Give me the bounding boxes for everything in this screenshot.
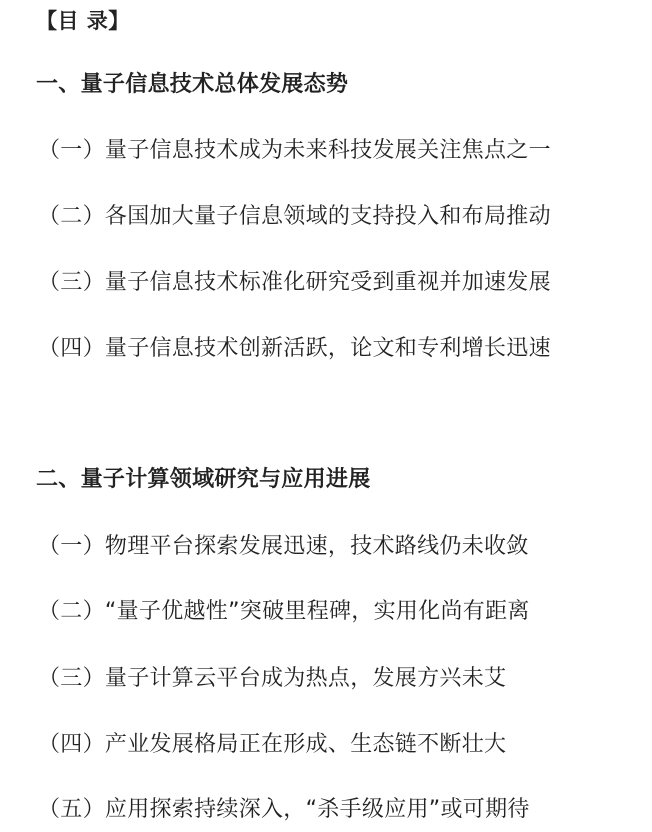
chapter-1-section-1: （一）量子信息技术成为未来科技发展关注焦点之一 [38, 138, 551, 163]
chapter-2-title: 二、量子计算领域研究与应用进展 [36, 467, 371, 492]
chapter-2-section-2: （二）“量子优越性”突破里程碑，实用化尚有距离 [38, 599, 530, 624]
chapter-1-section-2: （二）各国加大量子信息领域的支持投入和布局推动 [38, 204, 551, 229]
chapter-2-section-1: （一）物理平台探索发展迅速，技术路线仍未收敛 [38, 534, 529, 559]
chapter-1-section-4: （四）量子信息技术创新活跃，论文和专利增长迅速 [38, 336, 551, 361]
chapter-1-title: 一、量子信息技术总体发展态势 [36, 72, 349, 97]
chapter-2-section-4: （四）产业发展格局正在形成、生态链不断壮大 [38, 732, 507, 757]
chapter-1-section-3: （三）量子信息技术标准化研究受到重视并加速发展 [38, 270, 551, 295]
chapter-2-section-3: （三）量子计算云平台成为热点，发展方兴未艾 [38, 666, 507, 691]
toc-heading: 【目 录】 [36, 9, 130, 33]
chapter-2-section-5: （五）应用探索持续深入，“杀手级应用”或可期待 [38, 797, 530, 822]
